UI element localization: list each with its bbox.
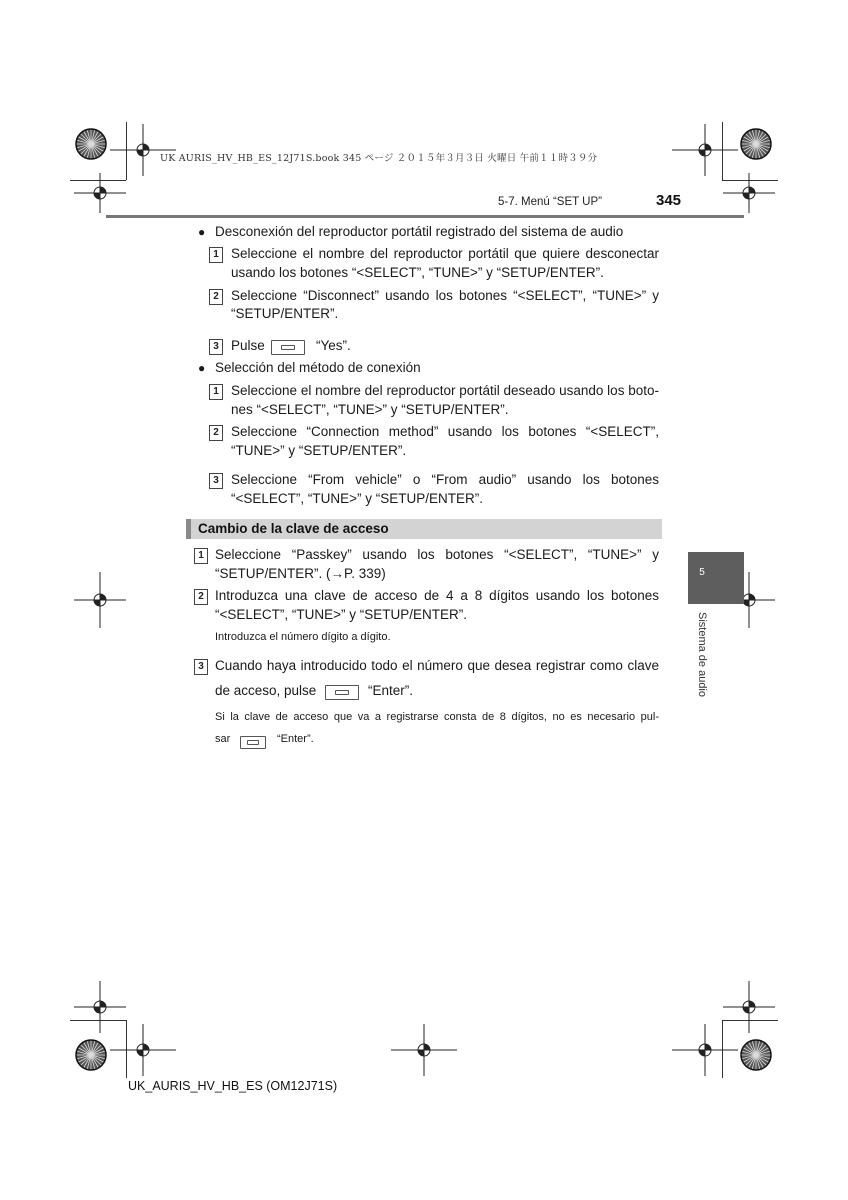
step-text-line: Seleccione “Connection method” usando los botones “<SELECT”, xyxy=(231,424,659,439)
step-text-line: “Yes”. xyxy=(316,338,351,353)
step-text-line: Pulse xyxy=(231,338,265,353)
color-target-icon xyxy=(74,1038,108,1072)
registration-mark-icon xyxy=(672,124,738,176)
step-text-line: Seleccione el nombre del reproductor portátil deseado usando los boto- xyxy=(231,383,659,398)
step-text-line: “<SELECT”, “TUNE>” y “SETUP/ENTER”. xyxy=(215,607,468,622)
color-target-icon xyxy=(739,127,773,161)
step-note: “Enter”. xyxy=(277,733,314,745)
step-note: Introduzca el número dígito a dígito. xyxy=(215,631,391,643)
control-button-icon xyxy=(271,340,305,355)
page-number: 345 xyxy=(656,192,682,209)
step-number-badge: 3 xyxy=(194,659,208,675)
color-target-icon xyxy=(739,1038,773,1072)
step-text-line: Cuando haya introducido todo el número que desea registrar como clave xyxy=(215,658,659,673)
bullet-icon: ● xyxy=(198,361,206,375)
registration-mark-icon xyxy=(723,173,775,213)
step-text-line: “TUNE>” y “SETUP/ENTER”. xyxy=(231,443,407,458)
step-text-line: “SETUP/ENTER”. xyxy=(231,306,339,321)
chapter-number: 5 xyxy=(699,567,705,578)
step-number-badge: 3 xyxy=(209,339,223,355)
registration-mark-icon xyxy=(74,572,126,628)
step-text-line: usando los botones “<SELECT”, “TUNE>” y “SETUP/ENTER”. xyxy=(231,265,604,280)
step-number-badge: 1 xyxy=(209,384,223,400)
step-number-badge: 2 xyxy=(209,289,223,305)
step-text-line: “<SELECT”, “TUNE>” y “SETUP/ENTER”. xyxy=(231,491,484,506)
block-title-connection: Selección del método de conexión xyxy=(215,360,421,375)
step-text-line: Seleccione “From vehicle” o “From audio” usando los botones xyxy=(231,472,659,487)
chapter-label: Sistema de audio xyxy=(696,612,708,697)
step-number-badge: 2 xyxy=(209,425,223,441)
control-button-icon xyxy=(240,736,266,749)
step-text-line: Seleccione “Disconnect” usando los botones “<SELECT”, “TUNE>” y xyxy=(231,288,659,303)
section-title: 5-7. Menú “SET UP” xyxy=(498,196,602,208)
step-text-line: nes “<SELECT”, “TUNE>” y “SETUP/ENTER”. xyxy=(231,402,509,417)
registration-mark-icon xyxy=(74,981,126,1033)
color-target-icon xyxy=(74,127,108,161)
step-number-badge: 1 xyxy=(209,247,223,263)
step-text-line: Introduzca una clave de acceso de 4 a 8 dígitos usando los botones xyxy=(215,588,659,603)
document-code-footer: UK_AURIS_HV_HB_ES (OM12J71S) xyxy=(128,1079,338,1093)
step-note: sar xyxy=(215,733,231,745)
step-note: Si la clave de acceso que va a registrarse consta de 8 dígitos, no es necesario pul- xyxy=(215,711,659,723)
registration-mark-icon xyxy=(723,981,775,1033)
block-title-disconnect: Desconexión del reproductor portátil registrado del sistema de audio xyxy=(215,224,624,239)
step-number-badge: 1 xyxy=(194,548,208,564)
section-heading-passkey: Cambio de la clave de acceso xyxy=(186,519,662,539)
chapter-tab xyxy=(688,552,744,604)
registration-mark-icon xyxy=(391,1024,457,1076)
registration-mark-icon xyxy=(74,173,126,213)
step-number-badge: 3 xyxy=(209,473,223,489)
step-text-line: “SETUP/ENTER”. (→P. 339) xyxy=(215,566,386,581)
step-number-badge: 2 xyxy=(194,589,208,605)
print-info-header: UK AURIS_HV_HB_ES_12J71S.book 345 ページ ２０１５年３月３日 火曜日 午前１１時３９分 xyxy=(160,153,598,164)
bullet-icon: ● xyxy=(198,225,206,239)
step-text-line: “Enter”. xyxy=(368,683,414,698)
control-button-icon xyxy=(325,685,359,700)
step-text-line: Seleccione “Passkey” usando los botones “<SELECT”, “TUNE>” y xyxy=(215,547,659,562)
header-rule xyxy=(106,215,744,218)
step-text-line: Seleccione el nombre del reproductor portátil que quiere desconectar xyxy=(231,246,659,261)
step-text-line: de acceso, pulse xyxy=(215,683,317,698)
